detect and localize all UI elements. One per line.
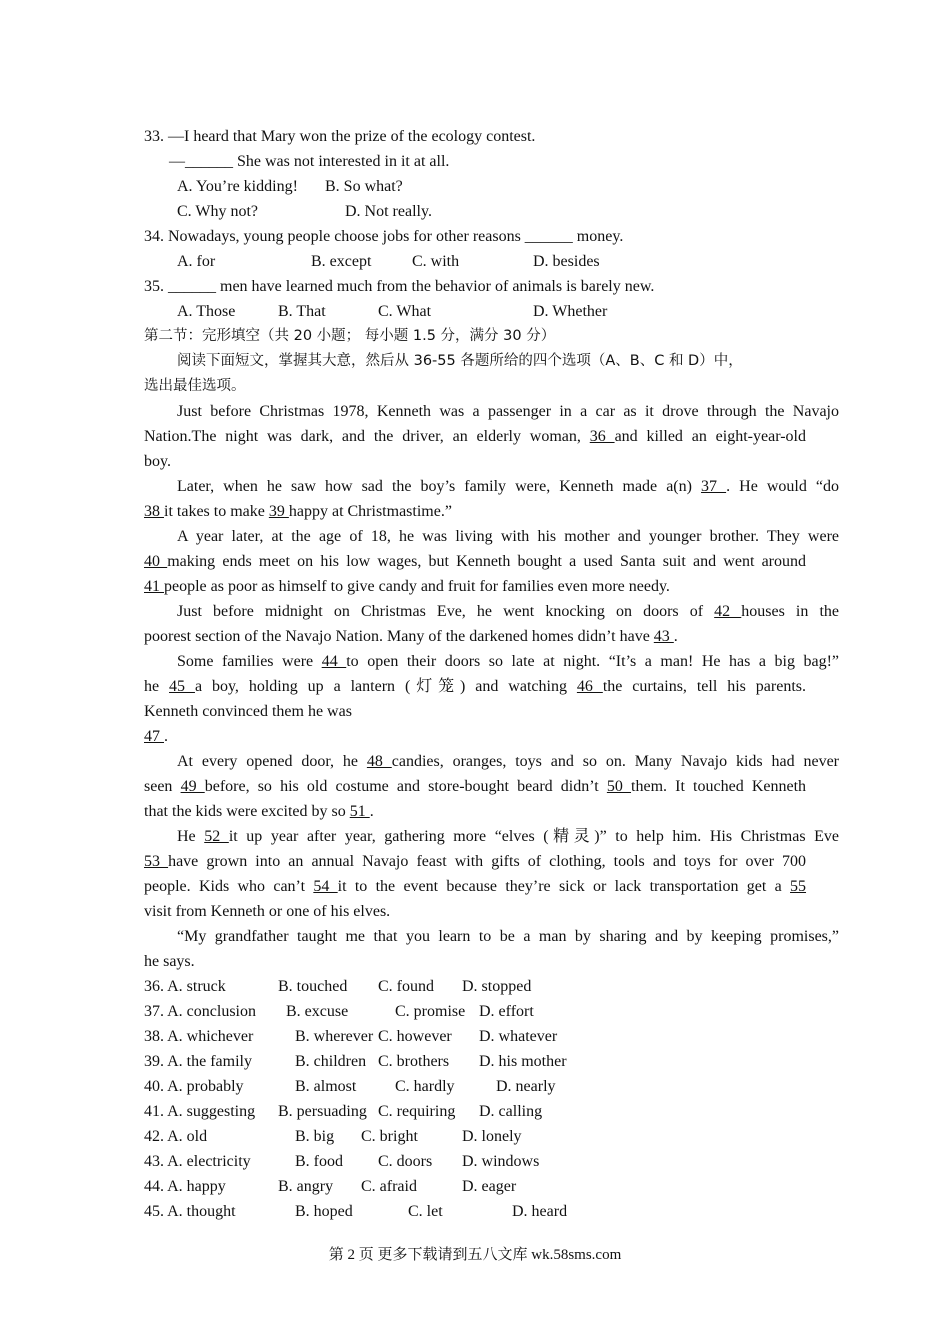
- q34-option-a: A. for: [177, 253, 216, 270]
- q34-stem: 34. Nowadays, young people choose jobs for other reasons ______ money.: [144, 228, 624, 245]
- option-40-c: C. hardly: [395, 1078, 455, 1095]
- blank-39: 39: [268, 503, 289, 520]
- blank-52: 52: [204, 828, 229, 845]
- blank-47: 47: [144, 728, 164, 745]
- q33-option-c: C. Why not?: [177, 203, 259, 220]
- option-39-d: D. his mother: [479, 1053, 567, 1070]
- passage-line: [144, 474, 839, 499]
- blank-55: 55: [790, 878, 807, 895]
- passage-line: [144, 874, 806, 899]
- passage-text: it up year after year, gathering more “elves (精灵)” to help him. His Christmas Eve: [228, 828, 840, 845]
- blank-46: 46: [576, 678, 603, 695]
- blank-54: 54: [313, 878, 338, 895]
- q34-option-d: D. besides: [533, 253, 600, 270]
- section-heading: 第二节：完形填空（共 20 小题； 每小题 1.5 分，满分 30 分）: [144, 328, 556, 344]
- q35-option-d: D. Whether: [533, 303, 608, 320]
- passage-line: [144, 574, 806, 599]
- option-40-d: D. nearly: [496, 1078, 556, 1095]
- passage-text: .: [164, 728, 168, 745]
- passage-text: it takes to make: [164, 503, 265, 520]
- passage-text: seen: [144, 778, 173, 795]
- option-39-a: 39. A. the family: [144, 1053, 252, 1070]
- option-37-a: 37. A. conclusion: [144, 1003, 256, 1020]
- q33-option-d: D. Not really.: [345, 203, 432, 220]
- passage-text: He: [177, 828, 196, 845]
- q35-option-a: A. Those: [177, 303, 236, 320]
- option-36-b: B. touched: [278, 978, 348, 995]
- passage-text: houses in the: [741, 603, 840, 620]
- blank-50: 50: [606, 778, 632, 795]
- passage-text: them. It touched Kenneth: [631, 778, 807, 795]
- q34-option-c: C. with: [412, 253, 460, 270]
- option-45-d: D. heard: [512, 1203, 568, 1220]
- passage-line: “My grandfather taught me that you learn to be a man by sharing and by keeping promises,”: [177, 928, 839, 945]
- blank-44: 44: [321, 653, 347, 670]
- passage-line: visit from Kenneth or one of his elves.: [144, 903, 391, 920]
- blank-48: 48: [366, 753, 392, 770]
- passage-line: [144, 624, 806, 649]
- passage-text: it to the event because they’re sick or lack transportation get a: [337, 878, 782, 895]
- option-45-a: 45. A. thought: [144, 1203, 236, 1220]
- passage-line: he says.: [144, 953, 195, 970]
- option-44-a: 44. A. happy: [144, 1178, 226, 1195]
- passage-line: Kenneth convinced them he was: [144, 703, 352, 720]
- blank-49: 49: [180, 778, 205, 795]
- option-39-c: C. brothers: [378, 1053, 450, 1070]
- q33-reply: —______ She was not interested in it at all.: [169, 153, 450, 170]
- option-36-c: C. found: [378, 978, 434, 995]
- passage-text: Later, when he saw how sad the boy’s family were, Kenneth made a(n): [177, 478, 692, 495]
- option-45-c: C. let: [408, 1203, 443, 1220]
- passage-line: [144, 649, 839, 674]
- option-40-b: B. almost: [295, 1078, 357, 1095]
- option-41-d: D. calling: [479, 1103, 543, 1120]
- q35-option-b: B. That: [278, 303, 326, 320]
- option-38-b: B. wherever: [295, 1028, 374, 1045]
- option-43-b: B. food: [295, 1153, 343, 1170]
- option-36-a: 36. A. struck: [144, 978, 226, 995]
- blank-38: 38: [144, 503, 164, 520]
- q33-option-a: A. You’re kidding!: [177, 178, 298, 195]
- option-44-c: C. afraid: [361, 1178, 417, 1195]
- passage-line: [144, 599, 839, 624]
- blank-37: 37: [701, 478, 727, 495]
- q35-option-c: C. What: [378, 303, 432, 320]
- page-footer: 第 2 页 更多下载请到五八文库 wk.58sms.com: [328, 1247, 622, 1263]
- passage-text: .: [369, 803, 374, 820]
- passage-text: have grown into an annual Navajo feast with gifts of clothing, tools and toys for over 700: [168, 853, 807, 870]
- q34-option-b: B. except: [311, 253, 372, 270]
- option-43-c: C. doors: [378, 1153, 433, 1170]
- option-41-c: C. requiring: [378, 1103, 456, 1120]
- passage-text: to open their doors so late at night. “It’s a man! He has a big bag!”: [346, 653, 840, 670]
- passage-line: [144, 749, 839, 774]
- passage-line: [144, 724, 806, 749]
- section-instructions-cont: 选出最佳选项。: [144, 378, 246, 394]
- passage-text: Just before midnight on Christmas Eve, he went knocking on doors of: [177, 603, 704, 620]
- passage-line: [144, 674, 806, 699]
- option-36-d: D. stopped: [462, 978, 532, 995]
- option-42-d: D. lonely: [462, 1128, 522, 1145]
- option-45-b: B. hoped: [295, 1203, 353, 1220]
- passage-text: people. Kids who can’t: [144, 878, 306, 895]
- blank-45: 45: [169, 678, 195, 695]
- passage-line: [144, 849, 806, 874]
- passage-text: making ends meet on his low wages, but Kenneth bought a used Santa suit and went around: [167, 553, 807, 570]
- passage-text: . He would “do: [726, 478, 840, 495]
- passage-text: Nation.The night was dark, and the driver, an elderly woman,: [144, 428, 581, 445]
- option-37-c: C. promise: [395, 1003, 466, 1020]
- blank-40: 40: [144, 553, 168, 570]
- blank-43: 43: [653, 628, 674, 645]
- option-43-a: 43. A. electricity: [144, 1153, 251, 1170]
- option-44-d: D. eager: [462, 1178, 517, 1195]
- option-38-c: C. however: [378, 1028, 452, 1045]
- passage-line: [144, 424, 806, 449]
- passage-text: people as poor as himself to give candy and fruit for families even more needy.: [164, 578, 670, 595]
- option-43-d: D. windows: [462, 1153, 540, 1170]
- passage-line: boy.: [144, 453, 171, 470]
- option-42-b: B. big: [295, 1128, 335, 1145]
- option-42-a: 42. A. old: [144, 1128, 208, 1145]
- blank-41: 41: [144, 578, 164, 595]
- option-42-c: C. bright: [361, 1128, 418, 1145]
- passage-text: .: [673, 628, 678, 645]
- option-37-d: D. effort: [479, 1003, 534, 1020]
- blank-53: 53: [144, 853, 169, 870]
- passage-line: [144, 499, 806, 524]
- blank-42: 42: [714, 603, 742, 620]
- blank-36: 36: [589, 428, 615, 445]
- q33-stem: 33. —I heard that Mary won the prize of the ecology contest.: [144, 128, 536, 145]
- q35-stem: 35. ______ men have learned much from the behavior of animals is barely new.: [144, 278, 655, 295]
- passage-text: that the kids were excited by so: [144, 803, 346, 820]
- option-37-b: B. excuse: [286, 1003, 349, 1020]
- passage-text: happy at Christmastime.”: [288, 503, 452, 520]
- option-44-b: B. angry: [278, 1178, 334, 1195]
- q33-option-b: B. So what?: [325, 178, 403, 195]
- passage-line: A year later, at the age of 18, he was living with his mother and younger brother. They were: [177, 528, 839, 545]
- section-instructions: 阅读下面短文，掌握其大意，然后从 36-55 各题所给的四个选项（A、B、C 和 D）中，: [177, 353, 743, 369]
- passage-text: At every opened door, he: [177, 753, 358, 770]
- passage-text: candies, oranges, toys and so on. Many Navajo kids had never: [391, 753, 840, 770]
- passage-text: Some families were: [177, 653, 314, 670]
- passage-text: he: [144, 678, 160, 695]
- passage-line: [144, 549, 806, 574]
- passage-text: before, so his old costume and store-bought beard didn’t: [204, 778, 599, 795]
- passage-line: [144, 799, 806, 824]
- option-41-b: B. persuading: [278, 1103, 367, 1120]
- passage-text: and killed an eight-year-old: [614, 428, 806, 445]
- option-41-a: 41. A. suggesting: [144, 1103, 256, 1120]
- passage-line: Just before Christmas 1978, Kenneth was a passenger in a car as it drove through the Navajo: [177, 403, 839, 420]
- blank-51: 51: [349, 803, 370, 820]
- passage-text: the curtains, tell his parents.: [602, 678, 807, 695]
- passage-text: poorest section of the Navajo Nation. Many of the darkened homes didn’t have: [144, 628, 650, 645]
- option-38-d: D. whatever: [479, 1028, 558, 1045]
- option-38-a: 38. A. whichever: [144, 1028, 254, 1045]
- passage-line: [144, 774, 806, 799]
- option-39-b: B. children: [295, 1053, 367, 1070]
- passage-line: [144, 824, 839, 849]
- option-40-a: 40. A. probably: [144, 1078, 244, 1095]
- passage-text: a boy, holding up a lantern (灯笼) and watching: [194, 678, 567, 695]
